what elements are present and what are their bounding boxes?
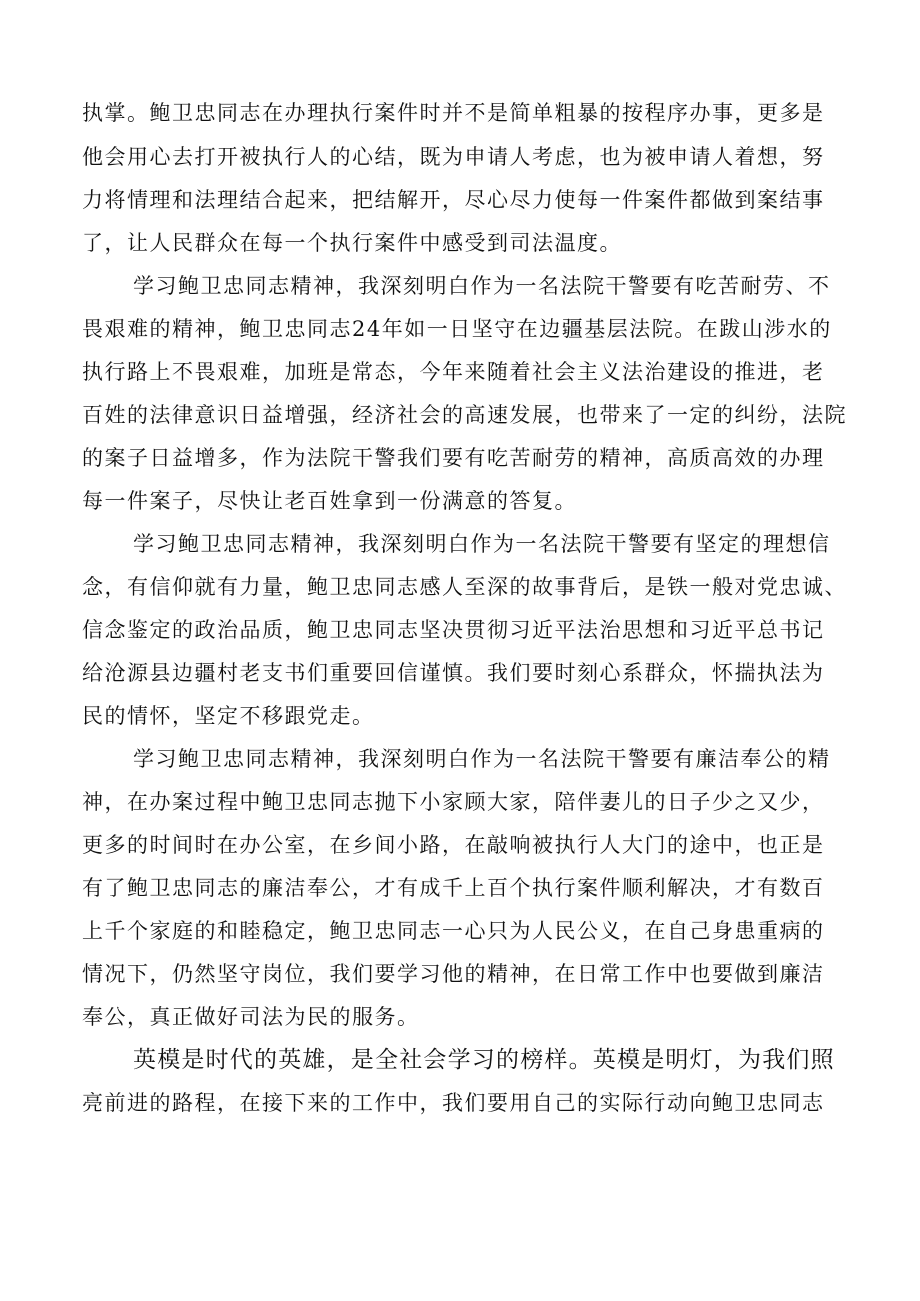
text-line: 给沧源县边疆村老支书们重要回信谨慎。我们要时刻心系群众，怀揣执法为 [82, 661, 825, 685]
text-line: 上千个家庭的和睦稳定，鲍卫忠同志一心只为人民公义，在自己身患重病的 [82, 919, 825, 943]
text-line: 奉公，真正做好司法为民的服务。 [82, 1005, 420, 1029]
text-line: 学习鲍卫忠同志精神，我深刻明白作为一名法院干警要有廉洁奉公的精 [133, 747, 831, 771]
text-line: 有了鲍卫忠同志的廉洁奉公，才有成千上百个执行案件顺利解决，才有数百 [82, 876, 825, 900]
text-line: 他会用心去打开被执行人的心结，既为申请人考虑，也为被申请人着想，努 [82, 145, 825, 169]
text-line: 畏艰难的精神，鲍卫忠同志24年如一日坚守在边疆基层法院。在跋山涉水的 [82, 317, 832, 341]
text-line: 每一件案子，尽快让老百姓拿到一份满意的答复。 [82, 489, 577, 513]
text-line: 力将情理和法理结合起来，把结解开，尽心尽力使每一件案件都做到案结事 [82, 188, 825, 212]
text-line: 执掌。鲍卫忠同志在办理执行案件时并不是简单粗暴的按程序办事，更多是 [82, 101, 825, 125]
text-line: 英模是时代的英雄，是全社会学习的榜样。英模是明灯，为我们照 [133, 1047, 835, 1073]
text-line: 的案子日益增多，作为法院干警我们要有吃苦耐劳的精神，高质高效的办理 [82, 446, 825, 470]
text-line: 更多的时间时在办公室，在乡间小路，在敲响被执行人大门的途中，也正是 [82, 833, 825, 857]
text-line: 百姓的法律意识日益增强，经济社会的高速发展，也带来了一定的纠纷，法院 [82, 403, 847, 427]
text-line: 学习鲍卫忠同志精神，我深刻明白作为一名法院干警要有吃苦耐劳、不 [133, 274, 831, 298]
text-line: 神，在办案过程中鲍卫忠同志抛下小家顾大家，陪伴妻儿的日子少之又少， [82, 790, 825, 814]
text-line: 念，有信仰就有力量，鲍卫忠同志感人至深的故事背后，是铁一般对党忠诚、 [82, 575, 847, 599]
text-line: 民的情怀，坚定不移跟党走。 [82, 704, 375, 728]
text-line: 执行路上不畏艰难，加班是常态，今年来随着社会主义法治建设的推进，老 [82, 360, 825, 384]
text-line: 学习鲍卫忠同志精神，我深刻明白作为一名法院干警要有坚定的理想信 [133, 532, 831, 556]
text-line: 情况下，仍然坚守岗位，我们要学习他的精神，在日常工作中也要做到廉洁 [82, 962, 825, 986]
text-line: 了，让人民群众在每一个执行案件中感受到司法温度。 [82, 231, 622, 255]
text-line: 亮前进的路程，在接下来的工作中，我们要用自己的实际行动向鲍卫忠同志 [82, 1091, 825, 1115]
text-line: 信念鉴定的政治品质，鲍卫忠同志坚决贯彻习近平法治思想和习近平总书记 [82, 618, 825, 642]
